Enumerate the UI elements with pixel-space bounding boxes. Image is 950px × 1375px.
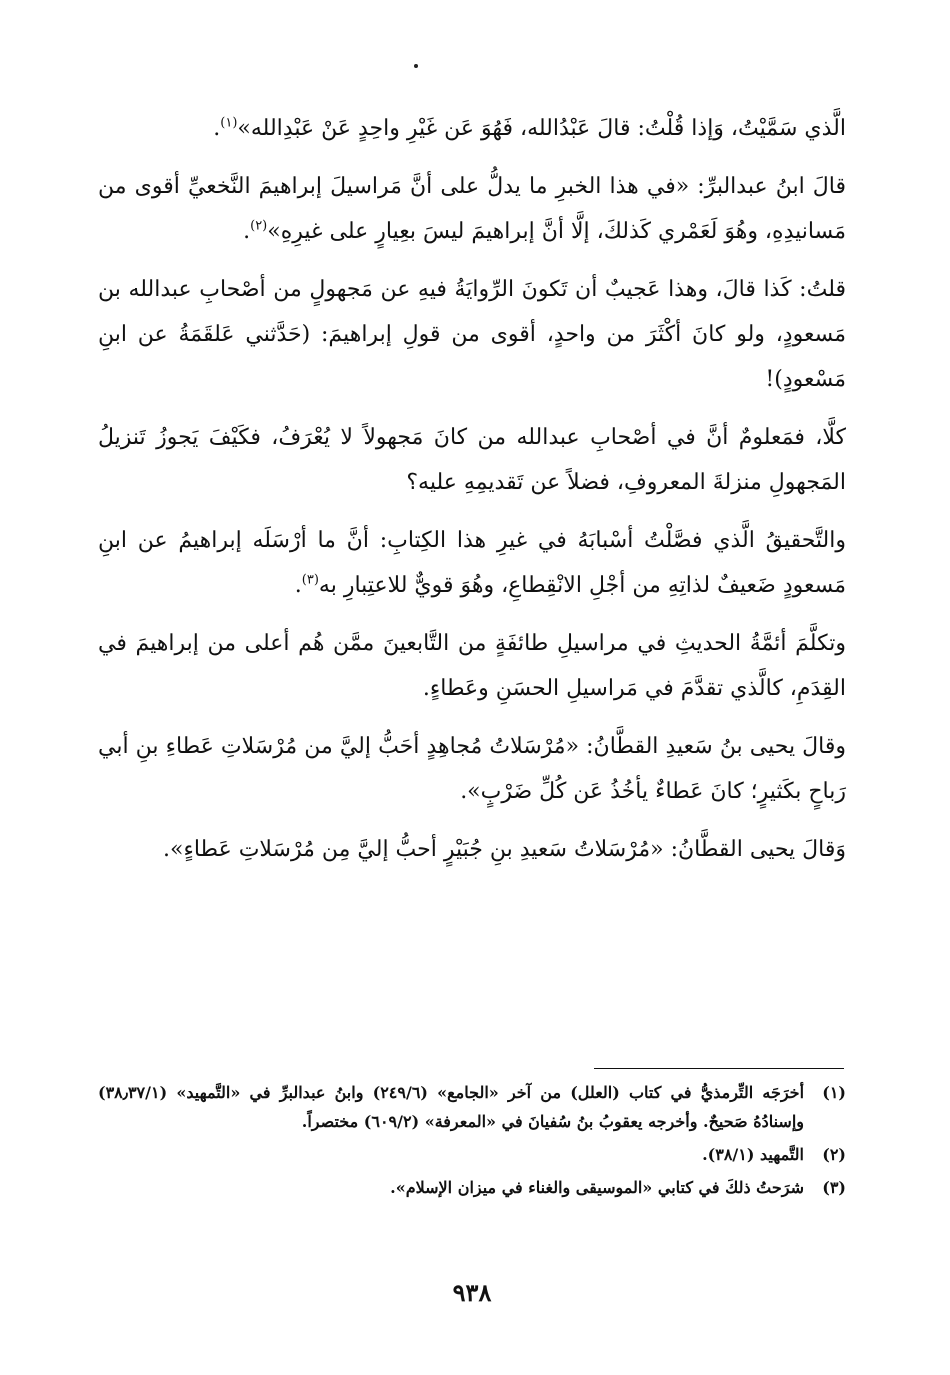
footnote-number: (٢)	[822, 1145, 846, 1164]
footnote-number: (١)	[822, 1083, 846, 1102]
footnote-text: شرَحتُ ذلكَ في كتابي «الموسيقى والغناء في ميزان الإسلام».	[390, 1178, 804, 1197]
paragraph-text: الَّذي سَمَّيْتُ، وَإذا قُلْتُ: قالَ عَبْدُالله، فَهُوَ عَن غَيْرِ واحِدٍ عَنْ عَبْدِالله»	[237, 116, 846, 141]
paragraph	[98, 621, 846, 711]
paragraph-tail: .	[243, 219, 251, 244]
footnotes	[98, 1078, 846, 1206]
footnote-number: (٣)	[822, 1178, 846, 1197]
paragraph	[98, 164, 846, 254]
paragraph-text: والتَّحقيقُ الَّذي فصَّلْتُ أسْبابَهُ في غيرِ هذا الكِتابِ: أنَّ ما أرْسَلَه إبراهيمُ عن ابنِ مَسعودٍ ضَعيفٌ لذاتِهِ من أجْلِ الانْقِطاعِ، وهُوَ قويٌّ للاعتِبارِ به	[98, 528, 846, 598]
top-dot-mark	[414, 64, 418, 68]
paragraph-text: وقالَ يحيى بنُ سَعيدِ القطَّانُ: «مُرْسَلاتُ مُجاهِدٍ أحَبُّ إليَّ من مُرْسَلاتِ عَطاءِ بنِ أبي رَباحٍ بكَثيرٍ؛ كانَ عَطاءٌ يأخُذُ عَن كُلِّ ضَرْبٍ».	[98, 734, 846, 804]
footnote-text: التَّمهيد (٣٨/١).	[702, 1145, 804, 1164]
footnote-ref[interactable]: (١)	[220, 115, 238, 131]
paragraph	[98, 518, 846, 608]
paragraph-text: قالَ ابنُ عبدالبرِّ: «في هذا الخبرِ ما يدلُّ على أنَّ مَراسيلَ إبراهيمَ النَّخعيِّ أقوى من مَسانيدِهِ، وهُوَ لَعَمْري كَذلكَ، إلَّا أنَّ إبراهيمَ ليسَ بعِيارٍ على غيرِهِ»	[98, 174, 846, 244]
book-page	[98, 0, 846, 1375]
page-number: ٩٣٨	[452, 1278, 492, 1307]
paragraph	[98, 106, 846, 151]
footnote	[98, 1078, 846, 1136]
paragraph	[98, 827, 846, 872]
paragraph-text: كلَّا، فمَعلومٌ أنَّ في أصْحابِ عبدالله من كانَ مَجهولاً لا يُعْرَفُ، فكَيْفَ يَجوزُ تَنزيلُ المَجهولِ منزلةَ المعروفِ، فضلاً عن تَقديمِهِ عليه؟	[98, 425, 846, 495]
footnote-ref[interactable]: (٣)	[301, 572, 319, 588]
paragraph	[98, 724, 846, 814]
footnote	[98, 1173, 846, 1202]
main-text	[98, 106, 846, 885]
footnote	[98, 1140, 846, 1169]
paragraph-text: قلتُ: كَذا قالَ، وهذا عَجيبٌ أن تَكونَ الرِّوايَةُ فيهِ عن مَجهولٍ من أصْحابِ عبدالله بن مَسعودٍ، ولو كانَ أكْثَرَ من واحدٍ، أقوى من قولِ إبراهيمَ: (حَدَّثني عَلقَمَةُ عن ابنِ مَسْعودٍ)!	[98, 277, 846, 392]
paragraph-text: وَقالَ يحيى القطَّانُ: «مُرْسَلاتُ سَعيدِ بنِ جُبَيْرٍ أحبُّ إليَّ مِن مُرْسَلاتِ عَطاءٍ».	[163, 837, 846, 862]
paragraph	[98, 415, 846, 505]
footnote-text: أخرَجَه التِّرمذيُّ في كتاب (العلل) من آخر «الجامع» (٢٤٩/٦) وابنُ عبدالبرِّ في «التَّمهيد» (٣٨٫٣٧/١) وإسنادُهُ صَحيحٌ. وأخرجه يعقوبُ بنُ سُفيانَ في «المعرفة» (٦٠٩/٢) مختصراً.	[98, 1083, 805, 1131]
paragraph	[98, 267, 846, 402]
paragraph-text: وتكلَّمَ أئمَّةُ الحديثِ في مراسيلِ طائفَةٍ من التَّابعينَ ممَّن هُم أعلى من إبراهيمَ في القِدَمِ، كالَّذي تقدَّمَ في مَراسيلِ الحسَنِ وعَطاءٍ.	[98, 631, 846, 701]
paragraph-tail: .	[294, 573, 302, 598]
footnote-ref[interactable]: (٢)	[250, 218, 268, 234]
paragraph-tail: .	[213, 116, 221, 141]
footnote-divider	[594, 1068, 844, 1069]
